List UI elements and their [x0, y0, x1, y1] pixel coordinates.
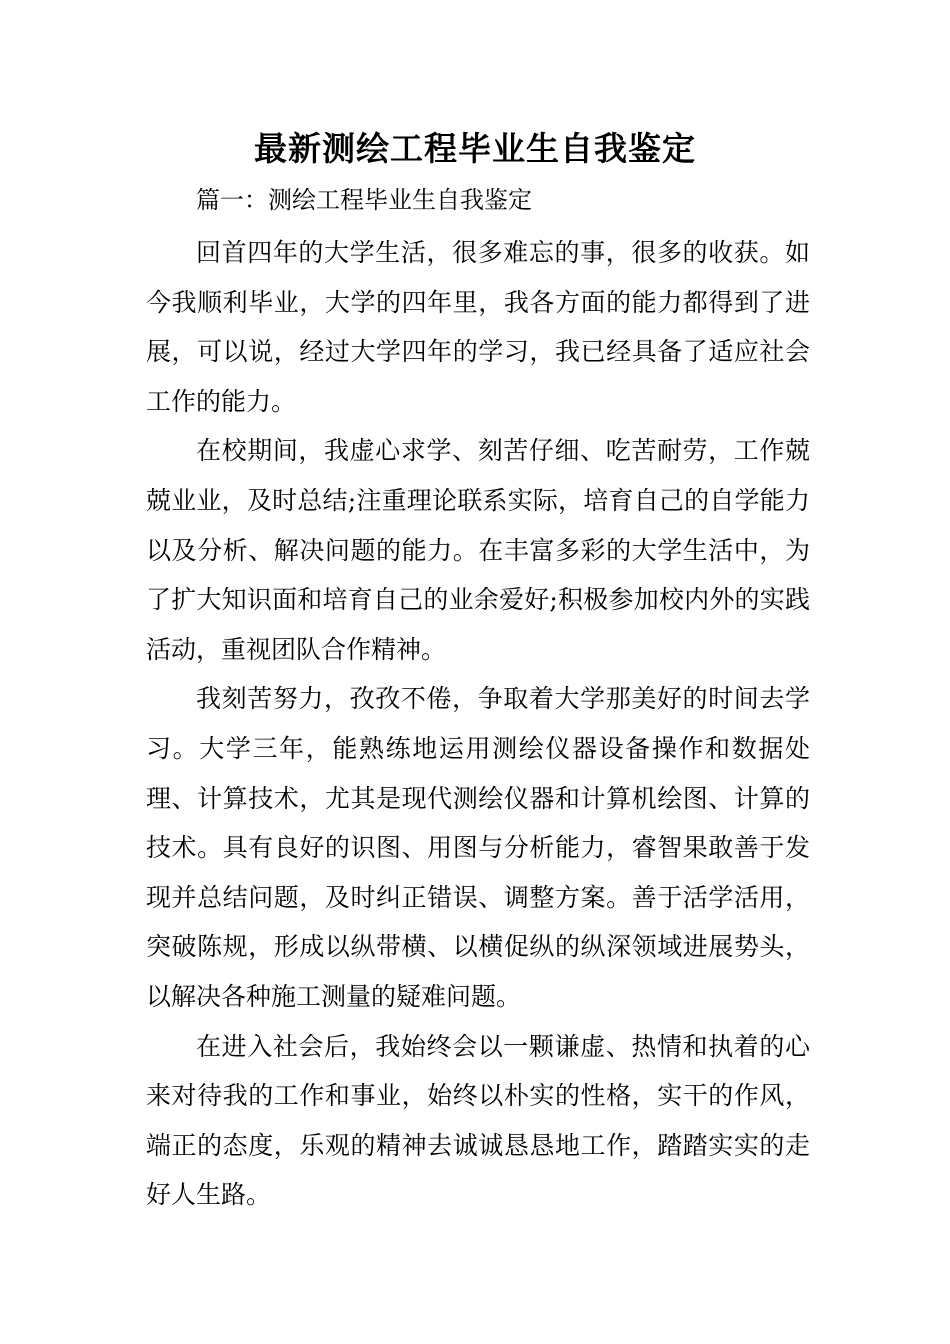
- paragraph-1: 回首四年的大学生活，很多难忘的事，很多的收获。如今我顺利毕业，大学的四年里，我各方面的能力都得到了进展，可以说，经过大学四年的学习，我已经具备了适应社会工作的能力。: [146, 238, 810, 416]
- paragraph-2: 在校期间，我虚心求学、刻苦仔细、吃苦耐劳，工作兢兢业业，及时总结;注重理论联系实际，培育自己的自学能力以及分析、解决问题的能力。在丰富多彩的大学生活中，为了扩大知识面和培育自己的业余爱好;积极参加校内外的实践活动，重视团队合作精神。: [146, 436, 810, 664]
- document-title: 最新测绘工程毕业生自我鉴定: [254, 129, 696, 168]
- document-subtitle: 篇一：测绘工程毕业生自我鉴定: [196, 186, 532, 214]
- document-body: [146, 228, 810, 1220]
- paragraph-4: 在进入社会后，我始终会以一颗谦虚、热情和执着的心来对待我的工作和事业，始终以朴实的性格，实干的作风，端正的态度，乐观的精神去诚诚恳恳地工作，踏踏实实的走好人生路。: [146, 1031, 810, 1210]
- paragraph-3: 我刻苦努力，孜孜不倦，争取着大学那美好的时间去学习。大学三年，能熟练地运用测绘仪器设备操作和数据处理、计算技术，尤其是现代测绘仪器和计算机绘图、计算的技术。具有良好的识图、用图与分析能力，睿智果敢善于发现并总结问题，及时纠正错误、调整方案。善于活学活用，突破陈规，形成以纵带横、以横促纵的纵深领域进展势头，以解决各种施工测量的疑难问题。: [146, 684, 810, 1011]
